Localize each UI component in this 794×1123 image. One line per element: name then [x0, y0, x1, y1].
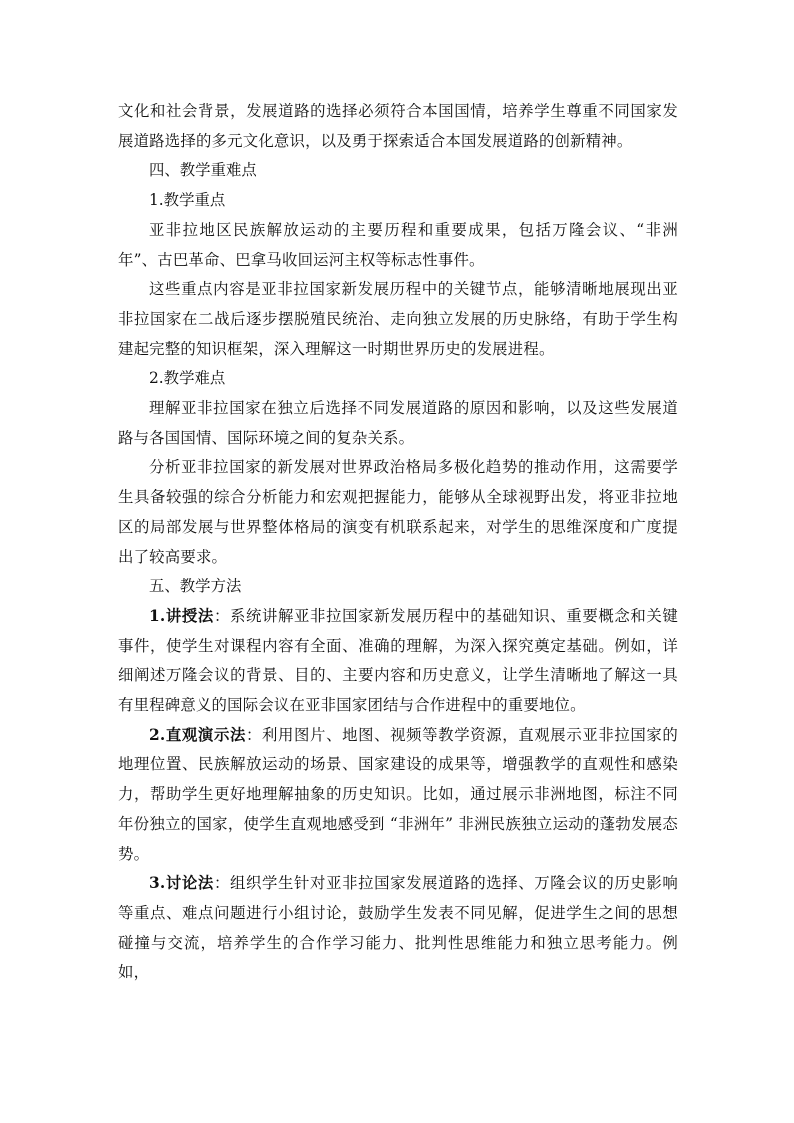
method-demonstration-text: ：利用图片、地图、视频等教学资源，直观展示亚非拉国家的地理位置、民族解放运动的场景、国家建设的成果等，增强教学的直观性和感染力，帮助学生更好地理解抽象的历史知识。比如，通过展示非洲地图，标注不同年份独立的国家，使学生直观地感受到 “非洲年” 非洲民族独立运动的蓬勃发展态势。 [118, 725, 679, 863]
section-heading-teaching-methods: 五、教学方法 [149, 577, 242, 596]
paragraph-method-demonstration [118, 721, 678, 870]
paragraph-background: 文化和社会背景，发展道路的选择必须符合本国国情，培养学生尊重不同国家发展道路选择的多元文化意识，以及勇于探索适合本国发展道路的创新精神。 [118, 102, 678, 150]
paragraph-difficulty-two: 分析亚非拉国家的新发展对世界政治格局多极化趋势的推动作用，这需要学生具备较强的综合分析能力和宏观把握能力，能够从全球视野出发，将亚非拉地区的局部发展与世界整体格局的演变有机联系起来，对学生的思维深度和广度提出了较高要求。 [118, 458, 678, 566]
method-lecture-label: 1.讲授法 [149, 606, 214, 625]
subheading-teaching-difficulty: 2.教学难点 [149, 369, 226, 388]
paragraph-method-discussion [118, 869, 678, 988]
paragraph-method-lecture [118, 602, 678, 721]
method-lecture-text: ：系统讲解亚非拉国家新发展历程中的基础知识、重要概念和关键事件，使学生对课程内容有全面、准确的理解，为深入探究奠定基础。例如，详细阐述万隆会议的背景、目的、主要内容和历史意义，让学生清晰地了解这一具有里程碑意义的国际会议在亚非国家团结与合作进程中的重要地位。 [118, 606, 678, 715]
document-page [118, 97, 678, 988]
paragraph-focus-content: 亚非拉地区民族解放运动的主要历程和重要成果，包括万隆会议、“非洲年”、古巴革命、巴拿马收回运河主权等标志性事件。 [118, 220, 678, 269]
paragraph-focus-explanation: 这些重点内容是亚非拉国家新发展历程中的关键节点，能够清晰地展现出亚非拉国家在二战后逐步摆脱殖民统治、走向独立发展的历史脉络，有助于学生构建起完整的知识框架，深入理解这一时期世界历史的发展进程。 [118, 280, 678, 358]
method-discussion-text: ：组织学生针对亚非拉国家发展道路的选择、万隆会议的历史影响等重点、难点问题进行小组讨论，鼓励学生发表不同见解，促进学生之间的思想碰撞与交流，培养学生的合作学习能力、批判性思维能力和独立思考能力。例如， [118, 874, 678, 982]
method-discussion-label: 3.讨论法 [149, 874, 214, 893]
section-heading-key-difficult-points: 四、教学重难点 [149, 161, 257, 180]
method-demonstration-label: 2.直观演示法 [149, 725, 246, 744]
paragraph-difficulty-one: 理解亚非拉国家在独立后选择不同发展道路的原因和影响，以及这些发展道路与各国国情、国际环境之间的复杂关系。 [118, 399, 678, 447]
subheading-teaching-focus: 1.教学重点 [149, 191, 226, 210]
